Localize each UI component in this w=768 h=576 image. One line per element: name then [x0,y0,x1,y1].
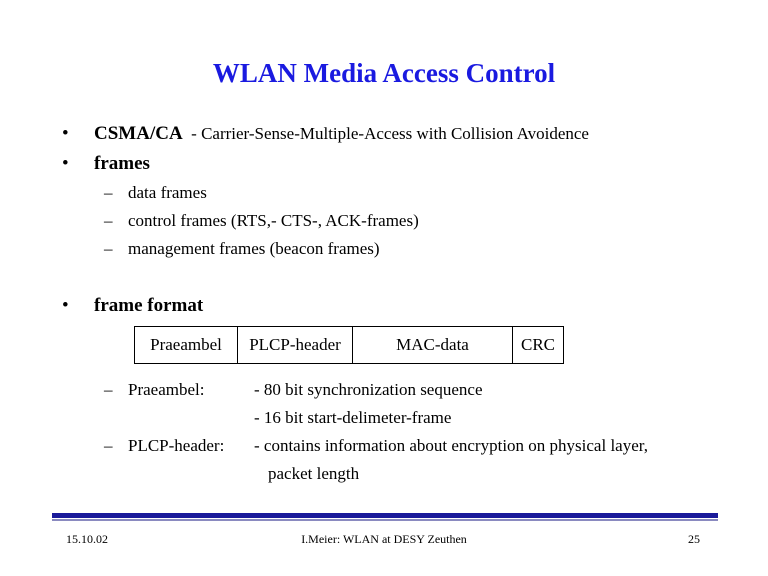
slide-title: WLAN Media Access Control [212,58,556,88]
bullet-csma-strong: CSMA/CA [94,123,183,144]
sub-dash: – [104,183,113,202]
frame-cell-praeambel: Praeambel [135,327,238,363]
frame-cell-crc: CRC [520,335,556,354]
detail-plcp-line2: packet length [268,464,360,483]
footer-rule [52,513,718,518]
bullet-dot: • [62,123,69,144]
sub-dash: – [104,436,113,455]
frame-format-table [134,326,564,364]
detail-label-text: Praeambel: [128,380,205,399]
detail-plcp-line1: - contains information about encryption on physical layer, [254,436,648,455]
sub-dash: – [104,239,113,258]
sub-item-control-frames [104,211,419,231]
detail-label-text: PLCP-header: [128,436,225,455]
bullet-dot: • [62,295,69,316]
bullet-frames-strong: frames [94,153,150,174]
footer-page-number: 25 [688,532,700,546]
frame-cell-mac-data: MAC-data [353,327,513,363]
sub-text: control frames (RTS,- CTS-, ACK-frames) [128,211,419,230]
bullet-dot: • [62,153,69,174]
detail-praeambel-line1: - 80 bit synchronization sequence [254,380,483,399]
detail-praeambel-label [104,380,204,400]
detail-plcp-label [104,436,224,456]
footer-date: 15.10.02 [66,532,108,546]
footer-center: I.Meier: WLAN at DESY Zeuthen [301,532,467,546]
sub-dash: – [104,211,113,230]
sub-dash: – [104,380,113,399]
bullet-csma-rest: - Carrier-Sense-Multiple-Access with Collision Avoidence [182,124,589,143]
footer-rule-shadow [52,519,718,521]
bullet-frame-format-strong: frame format [94,295,204,316]
frame-cell-plcp-header: PLCP-header [238,327,353,363]
sub-text: management frames (beacon frames) [128,239,380,258]
sub-item-management-frames [104,239,380,259]
sub-text: data frames [128,183,207,202]
sub-item-data-frames [104,183,207,203]
detail-praeambel-line2: - 16 bit start-delimeter-frame [254,408,452,427]
